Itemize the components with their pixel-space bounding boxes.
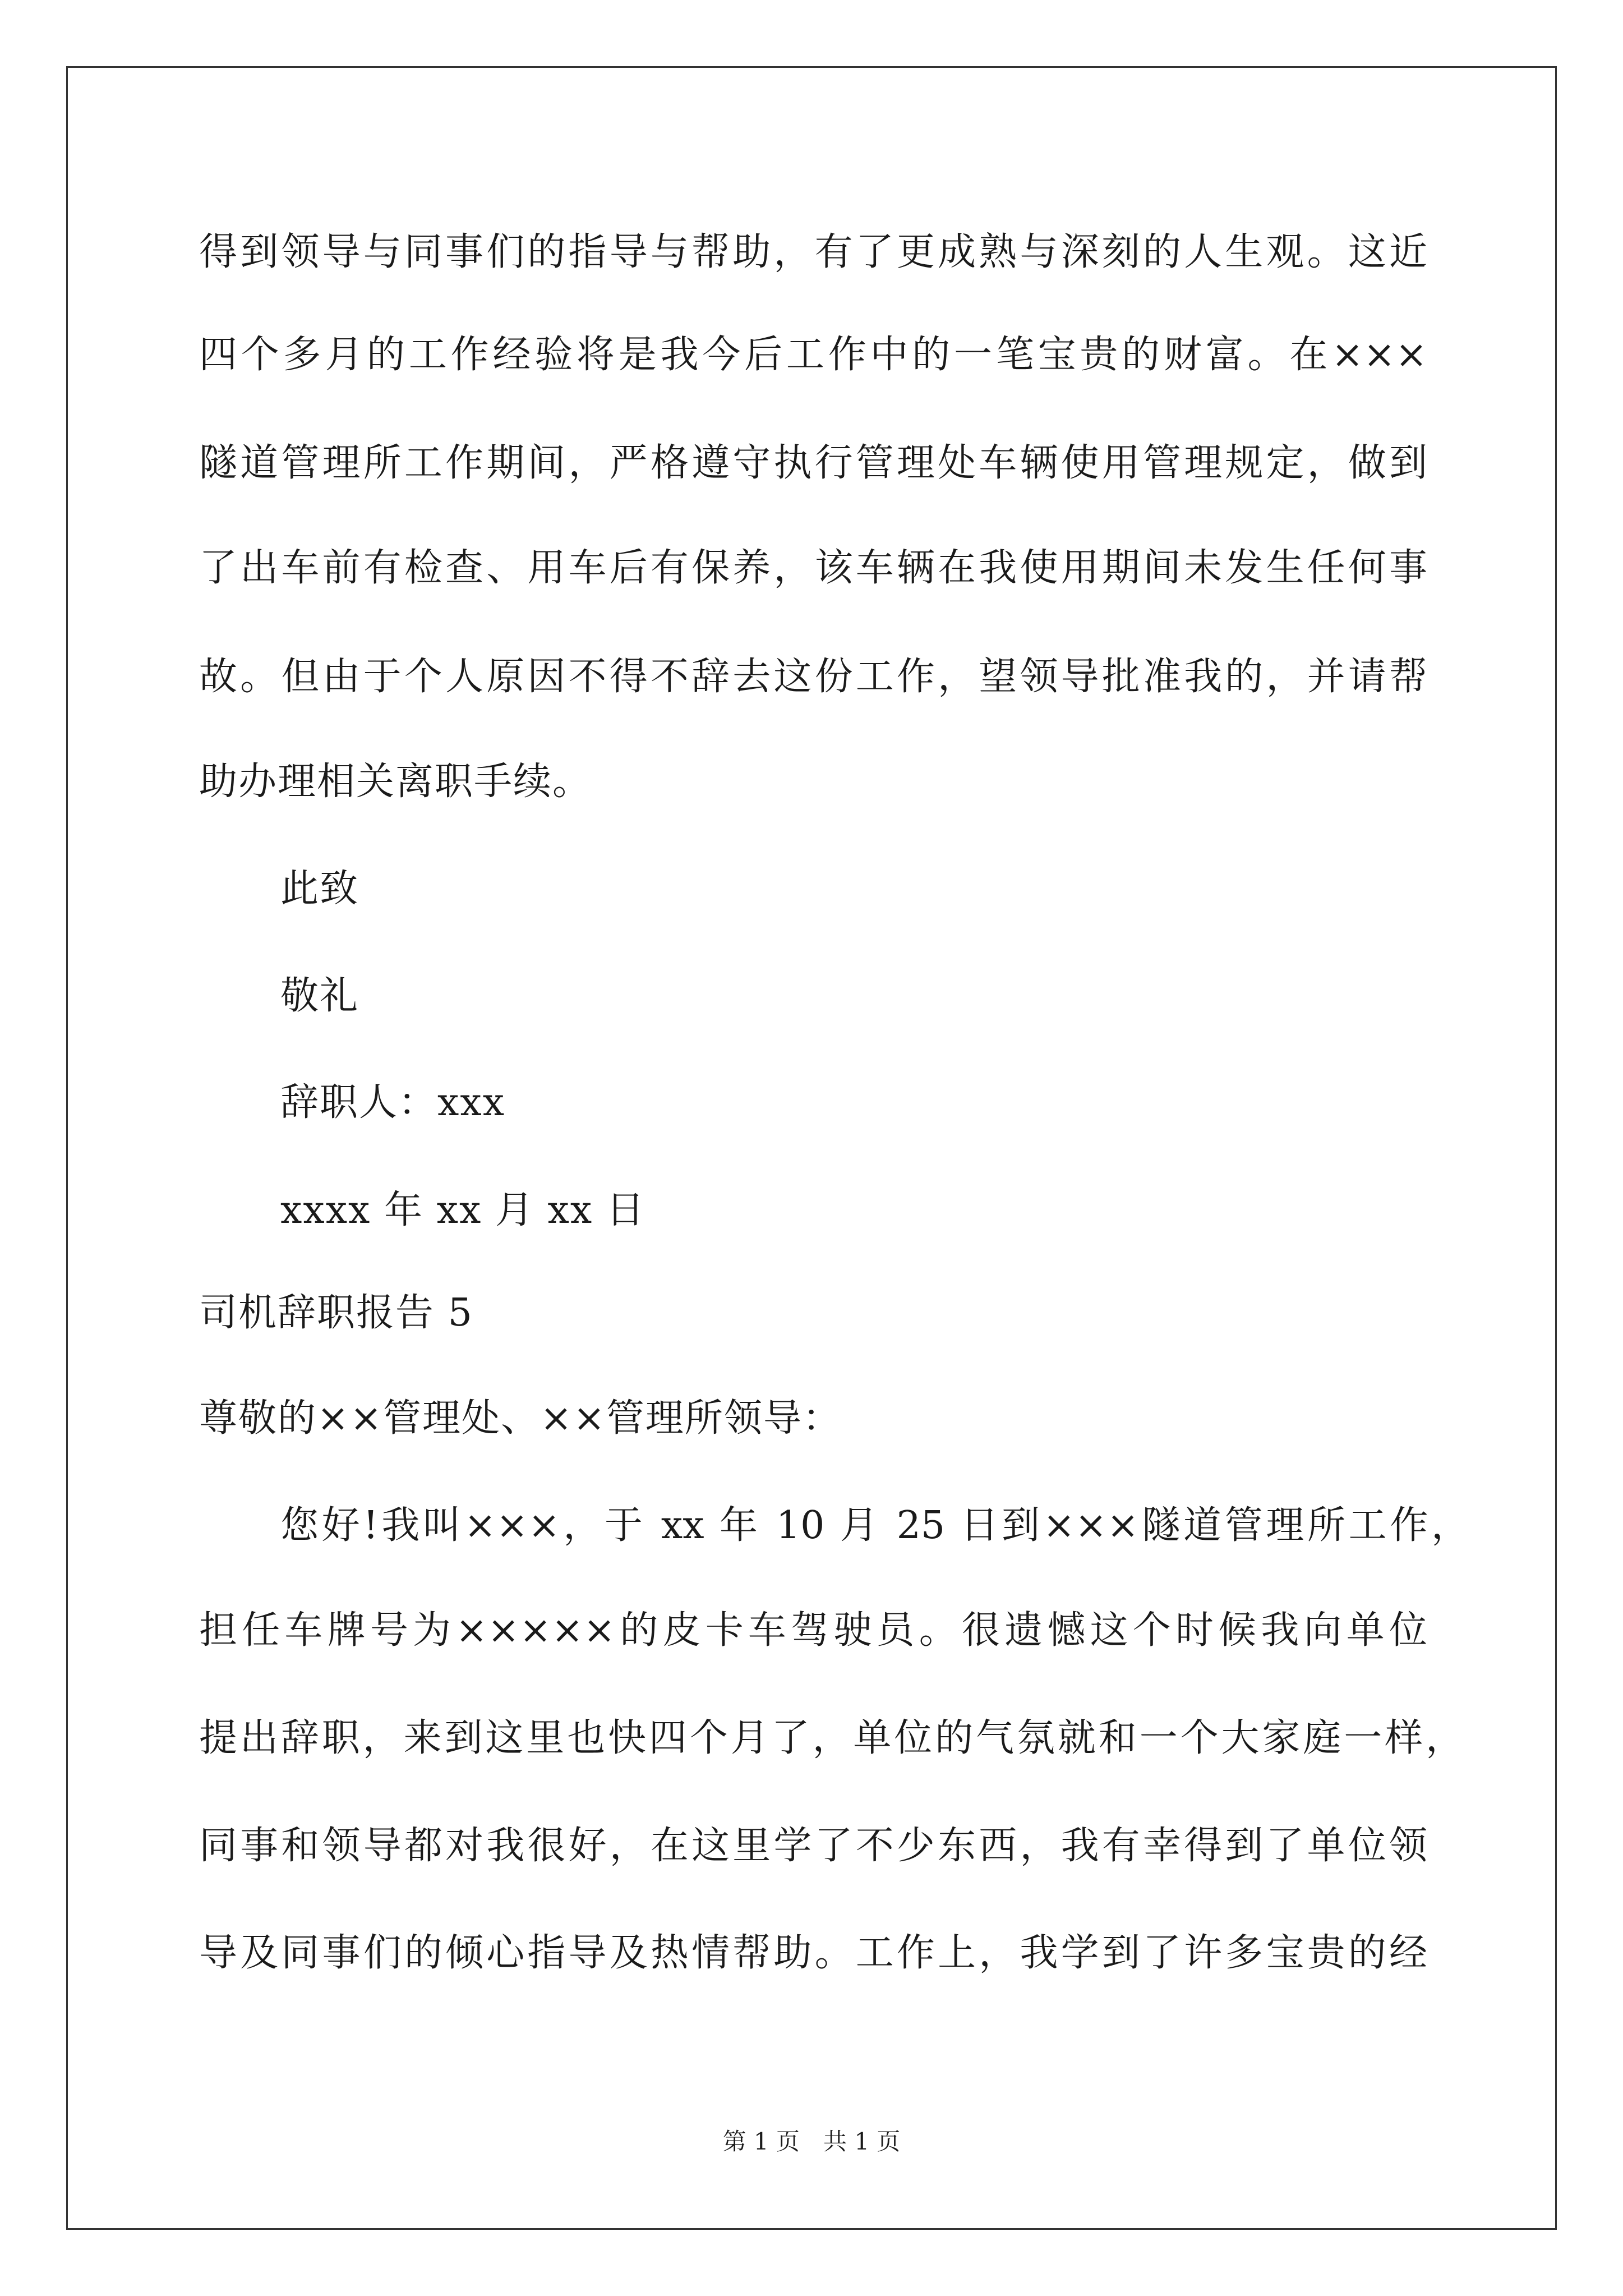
paragraph-line: 四个多月的工作经验将是我今后工作中的一笔宝贵的财富。在××× bbox=[199, 333, 1427, 377]
page-number-footer: 第 1 页 共 1 页 bbox=[722, 2128, 901, 2155]
paragraph-line: 故。但由于个人原因不得不辞去这份工作，望领导批准我的，并请帮 bbox=[199, 655, 1427, 699]
paragraph-line: 隧道管理所工作期间，严格遵守执行管理处车辆使用管理规定，做到 bbox=[199, 441, 1427, 485]
page-border bbox=[66, 66, 1557, 2230]
date-line: xxxx 年 xx 月 xx 日 bbox=[280, 1188, 645, 1232]
paragraph-line: 您好!我叫×××，于 xx 年 10 月 25 日到×××隧道管理所工作， bbox=[280, 1503, 1469, 1548]
closing-ci-zhi: 此致 bbox=[280, 867, 359, 911]
paragraph-line: 提出辞职，来到这里也快四个月了，单位的气氛就和一个大家庭一样， bbox=[199, 1716, 1464, 1760]
paragraph-line: 同事和领导都对我很好，在这里学了不少东西，我有幸得到了单位领 bbox=[199, 1824, 1427, 1868]
paragraph-line: 助办理相关离职手续。 bbox=[199, 760, 592, 804]
paragraph-line: 担任车牌号为×××××的皮卡车驾驶员。很遗憾这个时候我向单位 bbox=[199, 1608, 1427, 1653]
paragraph-line: 了出车前有检查、用车后有保养，该车辆在我使用期间未发生任何事 bbox=[199, 546, 1427, 590]
paragraph-line: 导及同事们的倾心指导及热情帮助。工作上，我学到了许多宝贵的经 bbox=[199, 1931, 1427, 1975]
salutation: 尊敬的××管理处、××管理所领导： bbox=[199, 1396, 842, 1441]
signature-line: 辞职人：xxx bbox=[280, 1080, 506, 1125]
closing-jing-li: 敬礼 bbox=[280, 974, 359, 1018]
section-title: 司机辞职报告 5 bbox=[199, 1291, 473, 1335]
paragraph-line: 得到领导与同事们的指导与帮助，有了更成熟与深刻的人生观。这近 bbox=[199, 230, 1427, 274]
